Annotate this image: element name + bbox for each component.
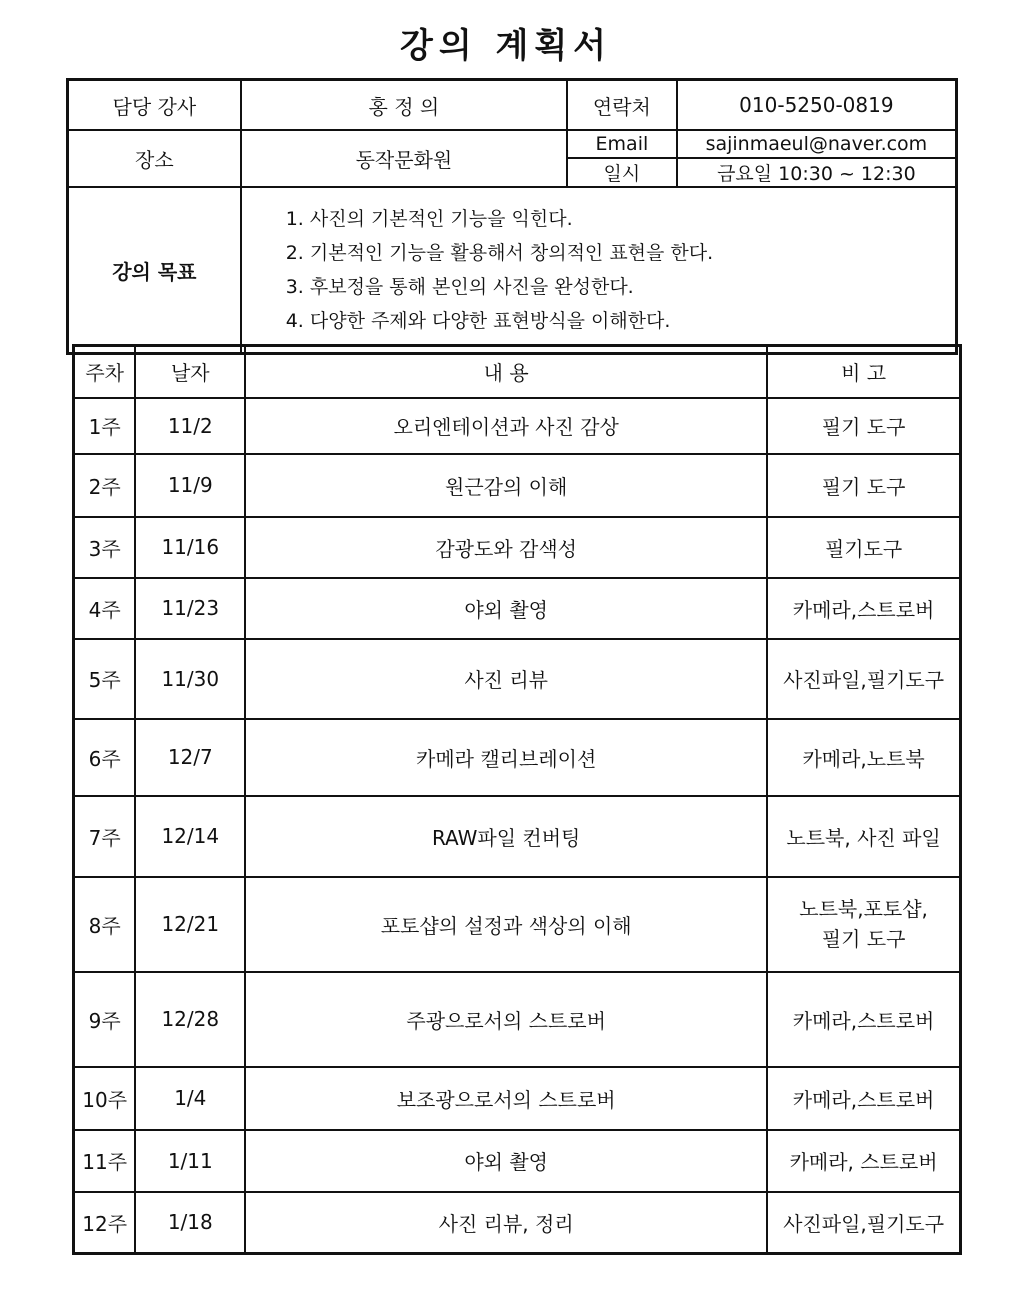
note-cell: 노트북, 사진 파일 bbox=[767, 796, 960, 877]
header-content: 내 용 bbox=[245, 346, 767, 398]
place-label: 장소 bbox=[68, 130, 241, 187]
date-cell: 1/11 bbox=[135, 1130, 245, 1192]
date-cell: 12/7 bbox=[135, 719, 245, 796]
content-cell: 야외 촬영 bbox=[245, 1130, 767, 1192]
header-week: 주차 bbox=[74, 346, 136, 398]
table-row bbox=[74, 1130, 961, 1192]
week-cell: 6주 bbox=[74, 719, 136, 796]
email-value: sajinmaeul@naver.com bbox=[677, 130, 957, 158]
week-cell: 5주 bbox=[74, 639, 136, 719]
content-cell: 사진 리뷰, 정리 bbox=[245, 1192, 767, 1254]
note-cell bbox=[767, 877, 960, 972]
content-cell: 사진 리뷰 bbox=[245, 639, 767, 719]
note-line: 필기 도구 bbox=[821, 927, 906, 951]
table-row bbox=[74, 719, 961, 796]
place-value: 동작문화원 bbox=[241, 130, 567, 187]
content-cell: 원근감의 이해 bbox=[245, 454, 767, 517]
content-cell: 카메라 캘리브레이션 bbox=[245, 719, 767, 796]
week-cell: 3주 bbox=[74, 517, 136, 578]
note-cell: 사진파일,필기도구 bbox=[767, 639, 960, 719]
date-cell: 12/14 bbox=[135, 796, 245, 877]
note-cell: 필기 도구 bbox=[767, 398, 960, 454]
table-row bbox=[74, 877, 961, 972]
note-cell: 필기도구 bbox=[767, 517, 960, 578]
date-cell: 1/18 bbox=[135, 1192, 245, 1254]
note-cell: 카메라,스트로버 bbox=[767, 972, 960, 1067]
contact-label: 연락처 bbox=[567, 80, 677, 131]
note-cell: 필기 도구 bbox=[767, 454, 960, 517]
table-row bbox=[74, 972, 961, 1067]
goal-item: 4. 다양한 주제와 다양한 표현방식을 이해한다. bbox=[285, 310, 671, 332]
note-cell: 사진파일,필기도구 bbox=[767, 1192, 960, 1254]
date-cell: 12/28 bbox=[135, 972, 245, 1067]
schedule-value: 금요일 10:30 ~ 12:30 bbox=[677, 158, 957, 187]
week-cell: 9주 bbox=[74, 972, 136, 1067]
table-row bbox=[74, 1067, 961, 1130]
week-cell: 2주 bbox=[74, 454, 136, 517]
week-cell: 11주 bbox=[74, 1130, 136, 1192]
info-table bbox=[66, 78, 958, 355]
document-title: 강의 계획서 bbox=[399, 26, 613, 66]
schedule-table bbox=[72, 344, 962, 1255]
goal-label: 강의 목표 bbox=[68, 187, 241, 354]
header-date: 날자 bbox=[135, 346, 245, 398]
content-cell: 보조광으로서의 스트로버 bbox=[245, 1067, 767, 1130]
date-cell: 11/16 bbox=[135, 517, 245, 578]
week-cell: 8주 bbox=[74, 877, 136, 972]
week-cell: 12주 bbox=[74, 1192, 136, 1254]
date-cell: 1/4 bbox=[135, 1067, 245, 1130]
goal-item: 1. 사진의 기본적인 기능을 익힌다. bbox=[285, 208, 573, 230]
content-cell: 포토샵의 설정과 색상의 이해 bbox=[245, 877, 767, 972]
content-cell: 오리엔테이션과 사진 감상 bbox=[245, 398, 767, 454]
instructor-label: 담당 강사 bbox=[68, 80, 241, 131]
note-cell: 카메라,스트로버 bbox=[767, 578, 960, 639]
table-row bbox=[74, 639, 961, 719]
content-cell: 야외 촬영 bbox=[245, 578, 767, 639]
date-cell: 11/30 bbox=[135, 639, 245, 719]
goal-list bbox=[241, 187, 957, 354]
week-cell: 10주 bbox=[74, 1067, 136, 1130]
note-line: 노트북,포토샵, bbox=[799, 897, 928, 921]
note-cell: 카메라,노트북 bbox=[767, 719, 960, 796]
week-cell: 1주 bbox=[74, 398, 136, 454]
schedule-label: 일시 bbox=[567, 158, 677, 187]
week-cell: 4주 bbox=[74, 578, 136, 639]
table-row bbox=[74, 1192, 961, 1254]
note-cell: 카메라, 스트로버 bbox=[767, 1130, 960, 1192]
goal-item: 2. 기본적인 기능을 활용해서 창의적인 표현을 한다. bbox=[285, 242, 714, 264]
date-cell: 11/2 bbox=[135, 398, 245, 454]
week-cell: 7주 bbox=[74, 796, 136, 877]
header-note: 비 고 bbox=[767, 346, 960, 398]
table-row bbox=[74, 398, 961, 454]
phone-number: 010-5250-0819 bbox=[677, 80, 957, 131]
content-cell: RAW파일 컨버팅 bbox=[245, 796, 767, 877]
table-header-row bbox=[74, 346, 961, 398]
date-cell: 11/23 bbox=[135, 578, 245, 639]
date-cell: 12/21 bbox=[135, 877, 245, 972]
email-label: Email bbox=[567, 130, 677, 158]
instructor-name: 홍 정 의 bbox=[241, 80, 567, 131]
table-row bbox=[74, 796, 961, 877]
date-cell: 11/9 bbox=[135, 454, 245, 517]
table-row bbox=[74, 578, 961, 639]
content-cell: 주광으로서의 스트로버 bbox=[245, 972, 767, 1067]
note-cell: 카메라,스트로버 bbox=[767, 1067, 960, 1130]
content-cell: 감광도와 감색성 bbox=[245, 517, 767, 578]
goal-item: 3. 후보정을 통해 본인의 사진을 완성한다. bbox=[285, 276, 634, 298]
table-row bbox=[74, 454, 961, 517]
table-row bbox=[74, 517, 961, 578]
